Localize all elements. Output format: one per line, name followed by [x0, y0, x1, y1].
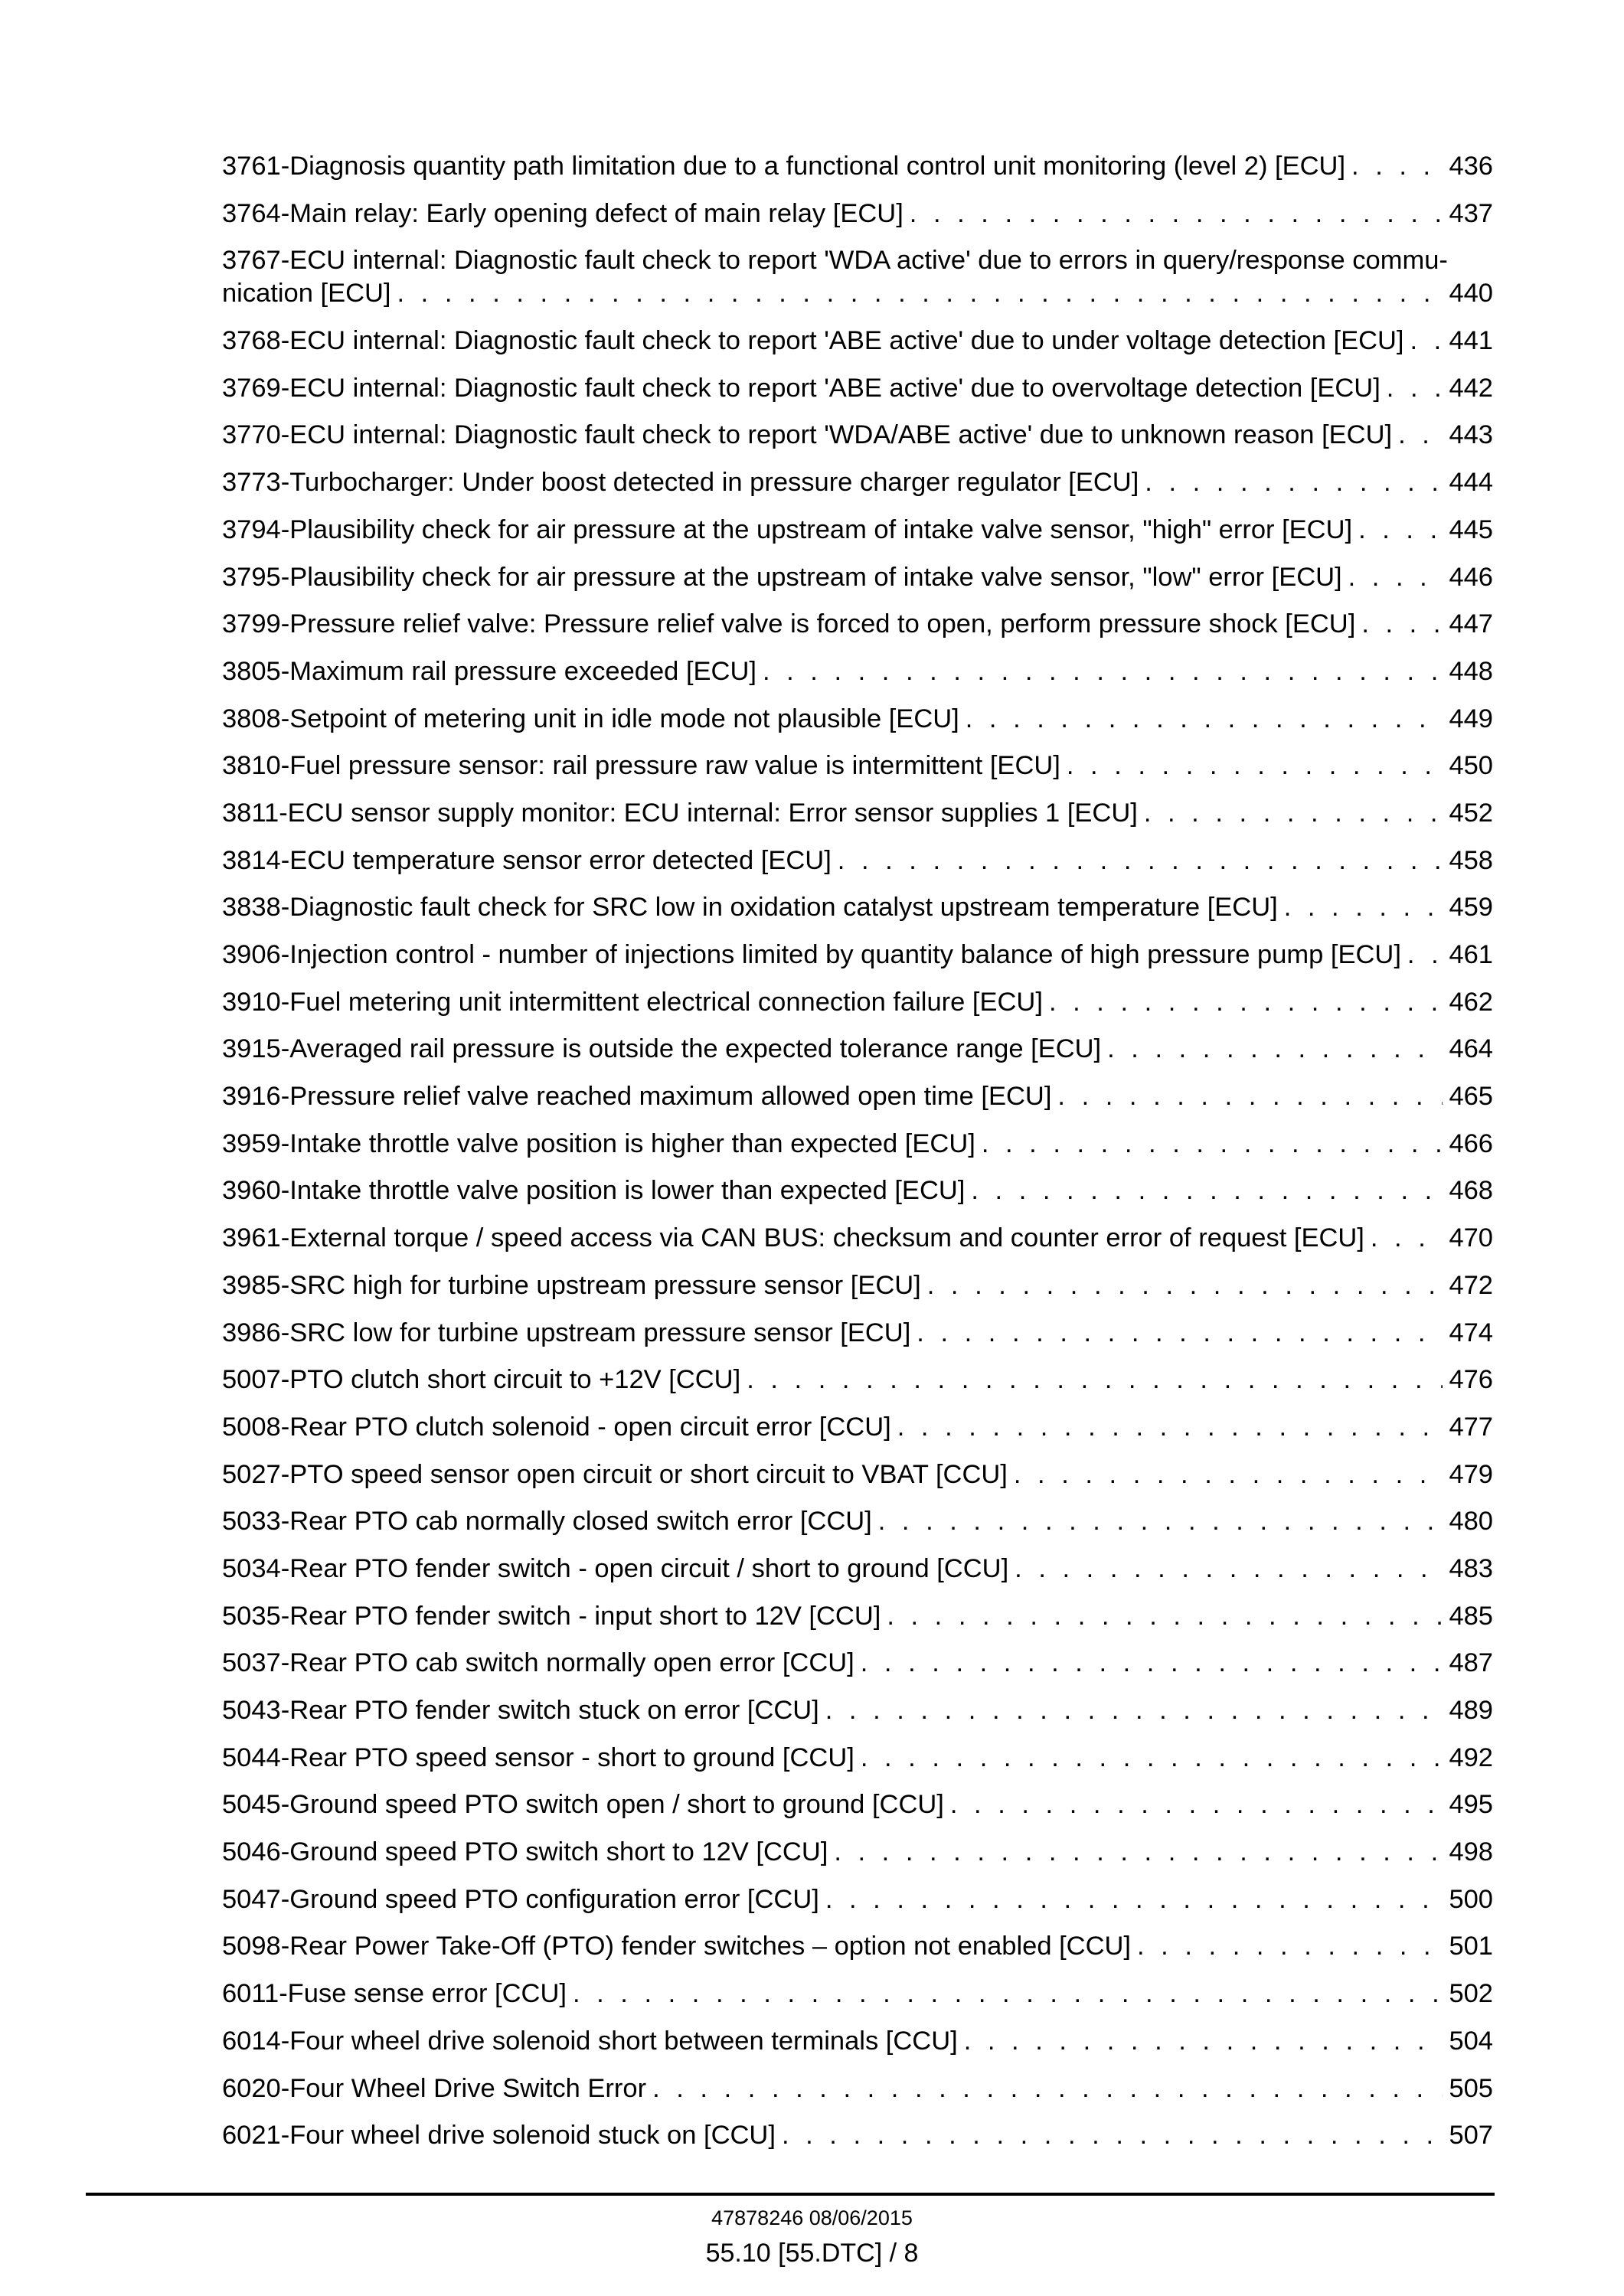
toc-entry[interactable] — [222, 608, 1493, 641]
toc-entry[interactable] — [222, 1364, 1493, 1396]
dot-leader — [834, 1836, 1443, 1869]
dot-leader — [1358, 514, 1443, 547]
toc-entry-title: 5033-Rear PTO cab normally closed switch error [CCU] — [222, 1507, 872, 1537]
toc-entry-page-number: 462 — [1449, 987, 1493, 1017]
toc-entry-page-number: 449 — [1449, 704, 1493, 733]
toc-entry-title: 5027-PTO speed sensor open circuit or short circuit to VBAT [CCU] — [222, 1459, 1008, 1489]
dot-leader — [1014, 1458, 1443, 1491]
toc-entry-title: 3811-ECU sensor supply monitor: ECU internal: Error sensor supplies 1 [ECU] — [222, 798, 1138, 828]
toc-entry-title: 5046-Ground speed PTO switch short to 12V [CCU] — [222, 1837, 828, 1867]
toc-entry-title: 3986-SRC low for turbine upstream pressure sensor [ECU] — [222, 1318, 911, 1347]
dot-leader — [1410, 325, 1443, 358]
toc-entry[interactable] — [222, 419, 1493, 452]
toc-entry[interactable] — [222, 1883, 1493, 1916]
dot-leader — [1351, 150, 1443, 183]
toc-entry[interactable] — [222, 1930, 1493, 1963]
toc-entry-page-number: 476 — [1449, 1365, 1493, 1395]
toc-entry[interactable] — [222, 1174, 1493, 1207]
dot-leader — [910, 198, 1443, 230]
toc-entry[interactable] — [222, 466, 1493, 499]
toc-entry-page-number: 441 — [1449, 326, 1493, 356]
toc-entry-title: 3959-Intake throttle valve position is higher than expected [ECU] — [222, 1128, 975, 1158]
toc-entry-title: 3767-ECU internal: Diagnostic fault check to report 'WDA active' due to errors in query/response commu- — [222, 246, 1448, 276]
toc-entry-page-number: 483 — [1449, 1553, 1493, 1583]
toc-entry-page-number: 442 — [1449, 373, 1493, 403]
toc-entry[interactable] — [222, 1411, 1493, 1444]
toc-entry-title: 3794-Plausibility check for air pressure at the upstream of intake valve sensor, "high" error [ECU] — [222, 514, 1353, 544]
toc-entry-page-number: 461 — [1449, 940, 1493, 969]
toc-entry[interactable] — [222, 1788, 1493, 1821]
table-of-contents — [222, 150, 1493, 2167]
toc-entry-page-number: 440 — [1449, 279, 1493, 309]
toc-entry-title: 5043-Rear PTO fender switch stuck on error [CCU] — [222, 1696, 819, 1725]
toc-entry-page-number: 505 — [1449, 2073, 1493, 2103]
dot-leader — [1145, 466, 1443, 499]
toc-entry[interactable] — [222, 891, 1493, 924]
toc-entry-title: 6014-Four wheel drive solenoid short between terminals [CCU] — [222, 2026, 958, 2056]
dot-leader — [838, 844, 1443, 877]
toc-entry-page-number: 447 — [1449, 609, 1493, 639]
toc-entry[interactable] — [222, 514, 1493, 547]
toc-entry-page-number: 448 — [1449, 656, 1493, 686]
toc-entry-title: 5045-Ground speed PTO switch open / short to ground [CCU] — [222, 1790, 944, 1820]
toc-entry[interactable] — [222, 1317, 1493, 1350]
toc-entry-page-number: 477 — [1449, 1412, 1493, 1442]
toc-entry-title: 3985-SRC high for turbine upstream pressure sensor [ECU] — [222, 1270, 921, 1300]
toc-entry-page-number: 452 — [1449, 798, 1493, 828]
toc-entry-title: 5007-PTO clutch short circuit to +12V [CCU] — [222, 1365, 741, 1395]
toc-entry-title: 3799-Pressure relief valve: Pressure relief valve is forced to open, perform pressure shock [ECU] — [222, 609, 1356, 639]
document-number: 47878246 08/06/2015 — [711, 2206, 913, 2229]
toc-entry-page-number: 495 — [1449, 1790, 1493, 1820]
toc-entry-title: 3773-Turbocharger: Under boost detected in pressure charger regulator [ECU] — [222, 468, 1139, 498]
toc-entry-title: 5008-Rear PTO clutch solenoid - open circuit error [CCU] — [222, 1412, 891, 1442]
dot-leader — [917, 1317, 1443, 1350]
toc-entry[interactable] — [222, 1080, 1493, 1113]
toc-entry-title: 6020-Four Wheel Drive Switch Error — [222, 2073, 647, 2103]
toc-entry-page-number: 468 — [1449, 1176, 1493, 1206]
toc-entry-title-continued: nication [ECU] — [222, 279, 391, 309]
toc-entry-title: 5035-Rear PTO fender switch - input short to 12V [CCU] — [222, 1601, 881, 1631]
toc-entry-title: 3770-ECU internal: Diagnostic fault check to report 'WDA/ABE active' due to unknown reason [ECU] — [222, 420, 1393, 450]
toc-entry[interactable] — [222, 655, 1493, 688]
dot-leader — [825, 1883, 1443, 1916]
toc-entry-title: 3916-Pressure relief valve reached maximum allowed open time [ECU] — [222, 1082, 1052, 1112]
dot-leader — [1067, 750, 1443, 782]
toc-entry-page-number: 437 — [1449, 198, 1493, 228]
toc-entry[interactable] — [222, 561, 1493, 594]
toc-entry-title: 3810-Fuel pressure sensor: rail pressure raw value is intermittent [ECU] — [222, 751, 1060, 781]
dot-leader — [747, 1364, 1443, 1396]
dot-leader — [1144, 797, 1443, 830]
toc-entry-page-number: 436 — [1449, 152, 1493, 181]
toc-entry[interactable] — [222, 1505, 1493, 1538]
toc-entry-title: 3769-ECU internal: Diagnostic fault check to report 'ABE active' due to overvoltage detection [ECU] — [222, 373, 1381, 403]
dot-leader — [927, 1269, 1443, 1302]
toc-entry-title: 5098-Rear Power Take-Off (PTO) fender switches – option not enabled [CCU] — [222, 1932, 1132, 1961]
dot-leader — [825, 1694, 1443, 1727]
toc-entry[interactable] — [222, 750, 1493, 782]
dot-leader — [982, 1128, 1443, 1161]
toc-entry[interactable] — [222, 1742, 1493, 1775]
toc-entry-page-number: 492 — [1449, 1742, 1493, 1772]
toc-entry-title: 5037-Rear PTO cab switch normally open error [CCU] — [222, 1648, 854, 1678]
toc-entry[interactable] — [222, 939, 1493, 972]
dot-leader — [1387, 372, 1443, 405]
toc-entry-title: 3761-Diagnosis quantity path limitation due to a functional control unit monitoring (level 2) [ECU] — [222, 152, 1346, 181]
toc-entry[interactable] — [222, 986, 1493, 1019]
toc-entry-page-number: 450 — [1449, 751, 1493, 781]
toc-entry-title: 3805-Maximum rail pressure exceeded [ECU] — [222, 656, 756, 686]
dot-leader — [1407, 939, 1443, 972]
toc-entry[interactable] — [222, 1553, 1493, 1586]
toc-entry-title: 3814-ECU temperature sensor error detected [ECU] — [222, 845, 832, 875]
toc-entry-title: 3764-Main relay: Early opening defect of main relay [ECU] — [222, 198, 903, 228]
toc-entry[interactable] — [222, 198, 1493, 230]
dot-leader — [1057, 1080, 1443, 1113]
toc-entry[interactable] — [222, 1836, 1493, 1869]
toc-entry-page-number: 479 — [1449, 1459, 1493, 1489]
footer-divider — [86, 2193, 1495, 2196]
dot-leader — [950, 1788, 1443, 1821]
dot-leader — [1284, 891, 1443, 924]
dot-leader — [1348, 561, 1443, 594]
page-reference: 55.10 [55.DTC] / 8 — [705, 2239, 919, 2268]
toc-entry[interactable] — [222, 150, 1493, 183]
dot-leader — [1398, 419, 1443, 452]
dot-leader — [573, 1978, 1443, 2010]
toc-entry-title: 5044-Rear PTO speed sensor - short to ground [CCU] — [222, 1742, 854, 1772]
toc-entry[interactable] — [222, 2025, 1493, 2058]
toc-entry-page-number: 444 — [1449, 468, 1493, 498]
toc-entry-page-number: 459 — [1449, 893, 1493, 923]
toc-entry-page-number: 474 — [1449, 1318, 1493, 1347]
dot-leader — [1107, 1033, 1443, 1066]
toc-entry[interactable] — [222, 2119, 1493, 2152]
toc-entry-page-number: 465 — [1449, 1082, 1493, 1112]
toc-entry-page-number: 502 — [1449, 1979, 1493, 2009]
dot-leader — [887, 1600, 1443, 1633]
toc-entry[interactable] — [222, 1694, 1493, 1727]
toc-entry-page-number: 470 — [1449, 1223, 1493, 1253]
toc-entry[interactable] — [222, 2072, 1493, 2105]
toc-entry[interactable] — [222, 244, 1493, 310]
dot-leader — [763, 655, 1443, 688]
toc-entry[interactable] — [222, 1458, 1493, 1491]
dot-leader — [861, 1742, 1443, 1775]
toc-entry-title: 3808-Setpoint of metering unit in idle mode not plausible [ECU] — [222, 704, 959, 733]
dot-leader — [971, 1174, 1443, 1207]
toc-entry-page-number: 507 — [1449, 2121, 1493, 2151]
dot-leader — [966, 703, 1443, 736]
toc-entry-page-number: 487 — [1449, 1648, 1493, 1678]
dot-leader — [652, 2072, 1443, 2105]
toc-entry[interactable] — [222, 703, 1493, 736]
toc-entry-page-number: 498 — [1449, 1837, 1493, 1867]
toc-entry-page-number: 443 — [1449, 420, 1493, 450]
toc-entry-title: 3906-Injection control - number of injections limited by quantity balance of high pressure pump [ECU] — [222, 940, 1401, 969]
dot-leader — [897, 1411, 1443, 1444]
toc-entry-page-number: 472 — [1449, 1270, 1493, 1300]
toc-entry-page-number: 464 — [1449, 1034, 1493, 1064]
dot-leader — [878, 1505, 1443, 1538]
dot-leader — [397, 277, 1443, 310]
toc-entry[interactable] — [222, 1978, 1493, 2010]
toc-entry-page-number: 458 — [1449, 845, 1493, 875]
dot-leader — [1361, 608, 1443, 641]
dot-leader — [782, 2119, 1443, 2152]
toc-entry[interactable] — [222, 844, 1493, 877]
toc-entry-page-number: 466 — [1449, 1128, 1493, 1158]
toc-entry-page-number: 504 — [1449, 2026, 1493, 2056]
toc-entry-title: 3795-Plausibility check for air pressure at the upstream of intake valve sensor, "low" error [ECU] — [222, 562, 1342, 592]
toc-entry[interactable] — [222, 1222, 1493, 1255]
toc-entry[interactable] — [222, 325, 1493, 358]
toc-entry-page-number: 446 — [1449, 562, 1493, 592]
toc-entry-title: 3768-ECU internal: Diagnostic fault check to report 'ABE active' due to under voltage detection [ECU] — [222, 326, 1404, 356]
toc-entry-page-number: 489 — [1449, 1696, 1493, 1725]
toc-entry-title: 3838-Diagnostic fault check for SRC low in oxidation catalyst upstream temperature [ECU] — [222, 893, 1278, 923]
toc-entry-page-number: 501 — [1449, 1932, 1493, 1961]
dot-leader — [861, 1647, 1443, 1680]
toc-entry-title: 6011-Fuse sense error [CCU] — [222, 1979, 567, 2009]
toc-entry-title: 6021-Four wheel drive solenoid stuck on [CCU] — [222, 2121, 776, 2151]
toc-entry[interactable] — [222, 1647, 1493, 1680]
dot-leader — [1049, 986, 1443, 1019]
toc-entry-page-number: 480 — [1449, 1507, 1493, 1537]
toc-entry-title: 3960-Intake throttle valve position is lower than expected [ECU] — [222, 1176, 966, 1206]
toc-entry-page-number: 500 — [1449, 1884, 1493, 1914]
dot-leader — [1137, 1930, 1443, 1963]
dot-leader — [964, 2025, 1443, 2058]
toc-entry[interactable] — [222, 1128, 1493, 1161]
toc-entry-page-number: 485 — [1449, 1601, 1493, 1631]
toc-entry-title: 5034-Rear PTO fender switch - open circuit / short to ground [CCU] — [222, 1553, 1009, 1583]
toc-entry-title: 3915-Averaged rail pressure is outside the expected tolerance range [ECU] — [222, 1034, 1102, 1064]
dot-leader — [1371, 1222, 1443, 1255]
toc-entry-title: 3961-External torque / speed access via CAN BUS: checksum and counter error of request [ECU] — [222, 1223, 1364, 1253]
toc-entry[interactable] — [222, 1269, 1493, 1302]
toc-entry[interactable] — [222, 1033, 1493, 1066]
toc-entry[interactable] — [222, 372, 1493, 405]
toc-entry[interactable] — [222, 1600, 1493, 1633]
toc-entry[interactable] — [222, 797, 1493, 830]
toc-entry-page-number: 445 — [1449, 514, 1493, 544]
dot-leader — [1015, 1553, 1443, 1586]
toc-entry-title: 3910-Fuel metering unit intermittent electrical connection failure [ECU] — [222, 987, 1043, 1017]
toc-entry-title: 5047-Ground speed PTO configuration error [CCU] — [222, 1884, 819, 1914]
